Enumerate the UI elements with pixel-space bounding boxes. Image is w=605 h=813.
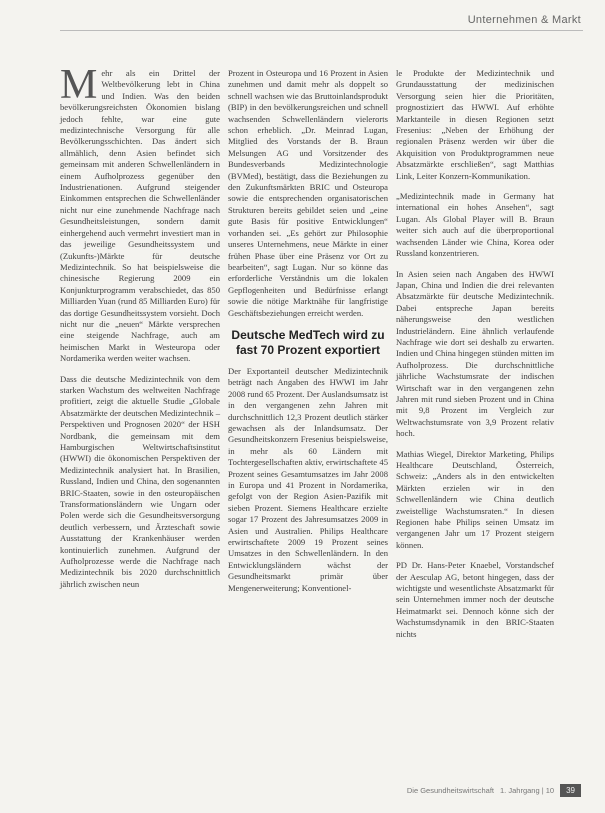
paragraph (60, 62, 220, 365)
subheading: Deutsche MedTech wird zu fast 70 Prozent exportiert (231, 327, 385, 357)
journal-name: Die Gesundheitswirtschaft (406, 786, 495, 795)
section-title: Unternehmen & Markt (467, 14, 581, 26)
paragraph: Mathias Wiegel, Direktor Marketing, Philips Healthcare Deutschland, Österreich, Schweiz: „Anders als in den entwickelten Märkten erzielen wir in den Schwellenländern wie China deutlich zweistellige Wachstumsraten.“ In diesen Regionen habe Philips seinen Umsatz im vergangenen Jahr um 17 Prozent steigern können. (396, 448, 554, 550)
paragraph: Dass die deutsche Medizintechnik von dem starken Wachstum des weltweiten Nachfrage profitiert, zeigt die aktuelle Studie „Globale Absatzmärkte der deutschen Medizintechnik – Perspektiven und Prognosen 2020“ der HSH Nordbank, die gemeinsam mit dem Hamburgischen Weltwirtschaftsinstitut (HWWI) die ökonomischen Perspektiven der Medizintechnik analysiert hat. In Brasilien, Russland, Indien und China, den sogenannten BRIC-Staaten, sowie in den osteuropäischen Transformationsländern wie Ungarn oder Polen werde sich die Gesundheitsversorgung deutlich verbessern, und Ärzteschaft sowie Ausstattung der Krankenhäuser werden kontinuierlich zunehmen. Aufgrund der Aufholprozesse werde die Nachfrage nach Medizintechnik bis 2020 durchschnittlich jährlich zwischen neun (60, 373, 220, 589)
article-column-2 (228, 68, 388, 603)
article-column-1 (60, 62, 220, 599)
paragraph: le Produkte der Medizintechnik und Grundausstattung der medizinischen Versorgung seien hier die Prioritäten, prognostiziert das HWWI. Auf erhöhte Marktanteile in diesen Regionen setzt Fresenius: „Neben der Erhöhung der regionalen Präsenz werden wir über die Akquisition von Produktprogrammen neue Absatzmärkte erschließen“, sagt Matthias Link, Leiter Konzern-Kommunikation. (396, 68, 554, 181)
header-divider (60, 30, 583, 31)
article-column-3 (396, 68, 554, 649)
issue-info: 1. Jahrgang | 10 (500, 786, 555, 795)
paragraph: „Medizintechnik made in Germany hat international ein hohes Ansehen“, sagt Lugan. Als Global Player will B. Braun weiter sich auch auf die überproportional wachsenden Länder wie China, Korea oder Russland konzentrieren. (396, 191, 554, 259)
page-number: 39 (560, 784, 581, 797)
paragraph: PD Dr. Hans-Peter Knaebel, Vorstandschef der Aesculap AG, betont hingegen, dass der wichtigste und wesentlichste Absatzmarkt für sein Unternehmen immer noch der deutsche Heimatmarkt sei. Dennoch könne sich der Wachstumsdynamik in den BRIC-Staaten nichts (396, 560, 554, 639)
paragraph: In Asien seien nach Angaben des HWWI Japan, China und Indien die drei relevanten Absatzmärkte für deutsche Medizintechnik. Dabei entspreche Japan bereits näherungsweise den westlichen Industrieländern. Eine ähnlich verlaufende Nachfrage wie dort sei deshalb zu erwarten. Indien und China hingegen stünden mitten im Aufholprozess. Die durchschnittliche jährliche Wachstumsrate der indischen Wirtschaft war in den vergangenen zehn Jahren mit rund sieben Prozent und in China mit 9,8 Prozent im Vergleich zur Weltwachstumsrate von 3,9 Prozent relativ hoch. (396, 268, 554, 439)
paragraph: Prozent in Osteuropa und 16 Prozent in Asien zunehmen und damit mehr als doppelt so schnell wachsen wie das Bruttoinlandsprodukt (BIP) in den bevölkerungsreichen und schnell wachsenden Schwellenländern vielerorts schon erheblich. „Dr. Meinrad Lugan, Mitglied des Vorstands der B. Braun Melsungen AG und Vorsitzender des Bundesverbands Medizintechnologie (BVMed), bestätigt, dass die Beziehungen zu den Zukunftsmärkten BRIC und Osteuropa sowie die entsprechenden organisatorischen Strukturen bereits gebildet seien und „eine gute Basis für positive Entwicklungen“ vorhanden sei. „Es gehört zur Philosophie unseres Unternehmens, neue Märkte in einer frühen Phase über eine Präsenz vor Ort zu bearbeiten“, sagt Lugan. Nur so könne das erforderliche Verständnis um die lokalen Gepflogenheiten und Bedürfnisse erlangt sowie die nötige Marktnähe für langfristige Geschäftsbeziehungen erreicht werden. (228, 68, 388, 318)
paragraph-text: ehr als ein Drittel der Weltbevölkerung lebt in China und Indien. Was den beiden bevölkerungsreichsten Ökonomien bislang jedoch fehlte, war eine gute medizintechnische Versorgung für alle Bevölkerungsschichten. Das ändert sich allmählich, denn Asien befindet sich gemeinsam mit anderen Schwellenländern in einem Aufholprozess gegenüber den Industrienationen. Aufgrund steigender Einkommen entsprechen die Schwellenländer nicht nur eine zunehmende Nachfrage nach Gesundheitsleistungen, sondern damit einhergehend auch vermehrt investiert man in das jeweilige Gesundheitssystem und (Zukunfts-)Märkte für deutsche Medizintechnik. So hat beispielsweise die chinesische Regierung 2009 ein Konjunkturprogramm verabschiedet, das 850 Milliarden Yuan (rund 85 Milliarden Euro) für das dortige Gesundheitssystem vorsieht. Doch nicht nur die „neuen“ Märkte versprechen eine steigende Nachfrage, auch am heimischen Markt in Westeuropa oder Nordamerika werden weiter wachsen. (60, 68, 220, 364)
page-footer (407, 784, 581, 797)
drop-cap: M (60, 62, 98, 108)
paragraph: Der Exportanteil deutscher Medizintechnik beträgt nach Angaben des HWWI im Jahr 2008 rund 65 Prozent. Der Auslandsumsatz ist in den vergangenen zehn Jahren mit durchschnittlich 12,3 Prozent deutlich stärker gewachsen als der Inlandsumsatz. Der Gesundheitskonzern Fresenius beispielsweise, in mehr als 60 Ländern mit Tochtergesellschaften aktiv, erwirtschaftete 45 Prozent seines Gesamtumsatzes im Jahr 2008 in Europa und 41 Prozent in Nordamerika, gefolgt von der Region Asien-Pazifik mit sieben Prozent. Siemens Healthcare erzielte sogar 17 Prozent des Jahresumsatzes 2009 in Asien und Australien. Philips Healthcare erwirtschaftete 2009 19 Prozent seines Umsatzes in den Schwellenländern. In den Entwicklungsländern wächst der Gesundheitsmarkt primär über Mengenerweiterung; Konventionel- (228, 365, 388, 593)
